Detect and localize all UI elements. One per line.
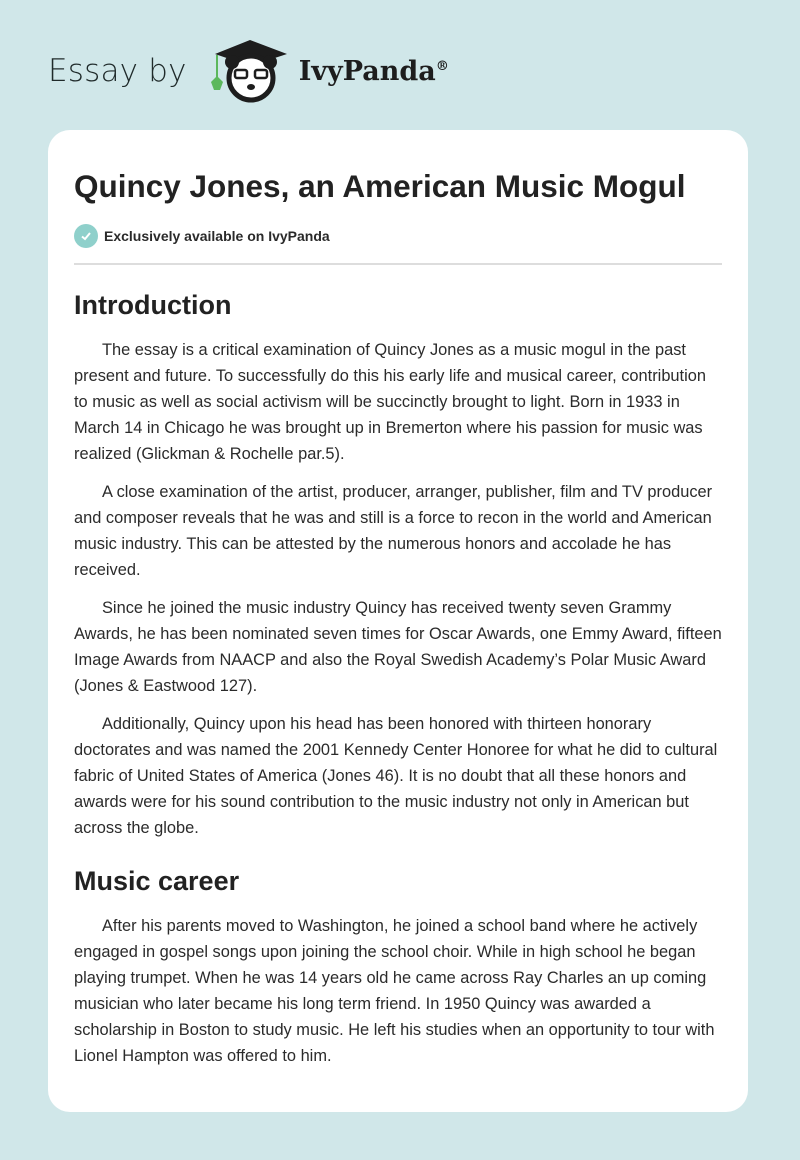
section-music-career [74,863,722,1069]
paragraph: Additionally, Quincy upon his head has been honored with thirteen honorary doctorates and was named the 2001 Kennedy Center Honoree for what he did to cultural fabric of United States of America (Jones 46). It is no doubt that all these honors and awards were for his sound contribution to the music industry not only in American but across the globe. [74,715,718,837]
section-heading: Music career [74,866,240,896]
paragraph: After his parents moved to Washington, he joined a school band where he actively engaged in gospel songs upon joining the school choir. While in high school he began playing trumpet. When he was 14 years old he came across Ray Charles an up coming musician who later became his long term friend. In 1950 Quincy was awarded a scholarship in Boston to study music. He left his studies when an opportunity to tour with Lionel Hampton was offered to him. [74,917,715,1065]
section-heading: Introduction [74,290,232,320]
exclusive-badge [74,224,722,248]
section-introduction [74,287,722,841]
ivypanda-logo-icon[interactable] [205,36,295,106]
essay-by-label: Essay by [48,53,187,89]
brand-name[interactable] [299,56,449,87]
site-header [48,36,449,106]
badge-text: Exclusively available on IvyPanda [104,228,330,244]
paragraph: A close examination of the artist, producer, arranger, publisher, film and TV producer and composer reveals that he was and still is a force to recon in the world and American music industry. This can be attested by the numerous honors and accolade he has received. [74,483,713,579]
paragraph: Since he joined the music industry Quincy has received twenty seven Grammy Awards, he has been nominated seven times for Oscar Awards, one Emmy Award, fifteen Image Awards from NAACP and also the Royal Swedish Academy’s Polar Music Award (Jones & Eastwood 127). [74,599,722,695]
essay-title: Quincy Jones, an American Music Mogul [74,168,686,204]
divider [74,263,722,265]
brand-text: IvyPanda [298,55,436,87]
paragraph: The essay is a critical examination of Quincy Jones as a music mogul in the past present and future. To successfully do this his early life and musical career, contribution to music as well as social activism will be succinctly brought to light. Born in 1933 in March 14 in Chicago he was brought up in Bremerton where his passion for music was realized (Glickman & Rochelle par.5). [74,341,706,463]
registered-mark: ® [435,58,449,74]
check-icon [74,224,98,248]
essay-card [48,130,748,1112]
